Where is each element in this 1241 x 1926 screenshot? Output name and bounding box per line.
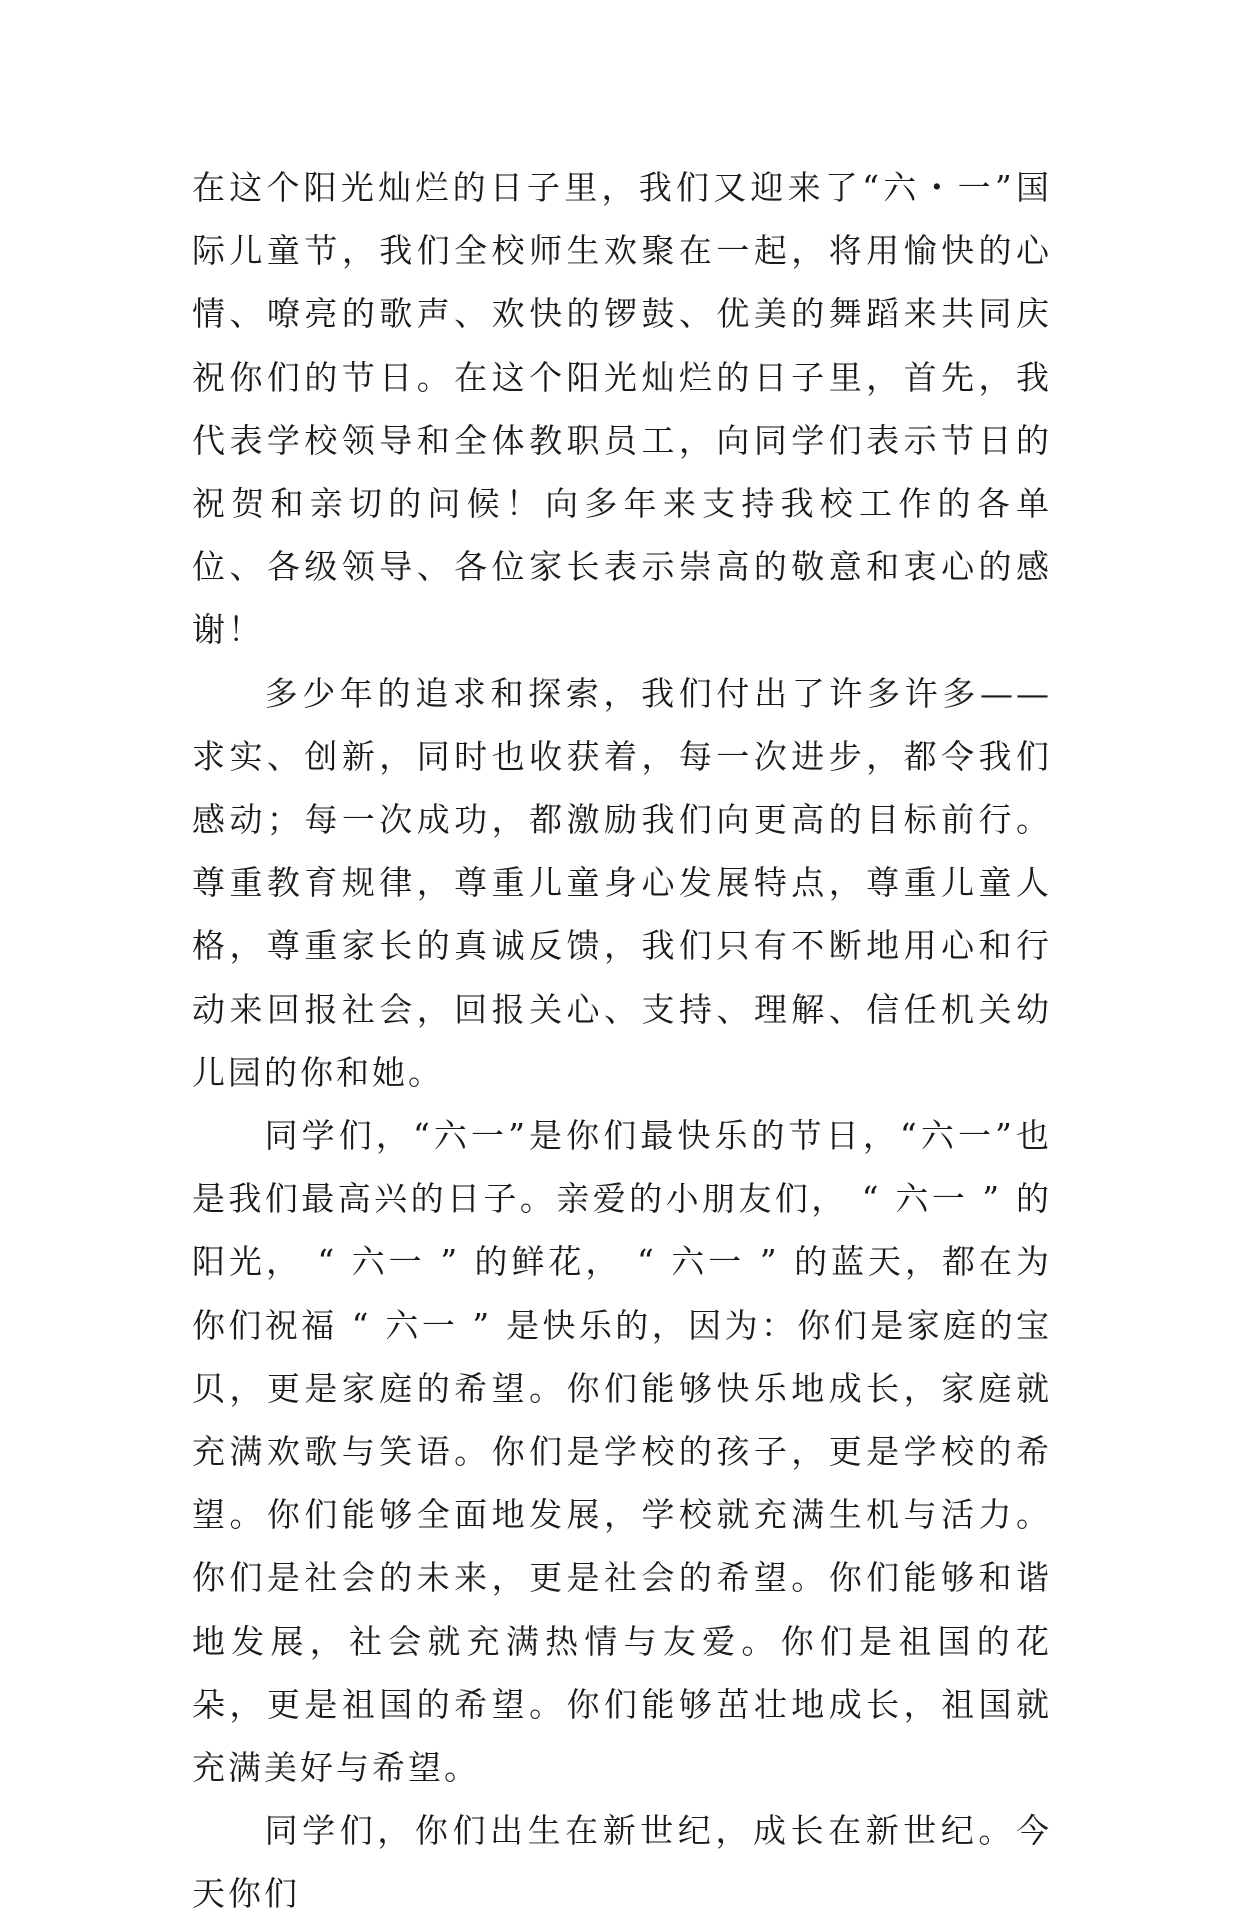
paragraph-2: 多少年的追求和探索，我们付出了许多许多——求实、创新，同时也收获着，每一次进步，都令我们感动；每一次成功，都激励我们向更高的目标前行。尊重教育规律，尊重儿童身心发展特点，尊重儿童人格，尊重家长的真诚反馈，我们只有不断地用心和行动来回报社会，回报关心、支持、理解、信任机关幼儿园的你和她。: [192, 673, 1052, 1092]
paragraph-1: 在这个阳光灿烂的日子里，我们又迎来了“六・一”国际儿童节，我们全校师生欢聚在一起，将用愉快的心情、嘹亮的歌声、欢快的锣鼓、优美的舞蹈来共同庆祝你们的节日。在这个阳光灿烂的日子里，首先，我代表学校领导和全体教职员工，向同学们表示节日的祝贺和亲切的问候！向多年来支持我校工作的各单位、各级领导、各位家长表示崇高的敬意和衷心的感谢！: [192, 168, 1052, 650]
paragraph-3: 同学们，“六一”是你们最快乐的节日，“六一”也是我们最高兴的日子。亲爱的小朋友们， “ 六一 ” 的阳光， “ 六一 ” 的鲜花， “ 六一 ” 的蓝天，都在为你们祝福 “ 六一 ” 是快乐的，因为：你们是家庭的宝贝，更是家庭的希望。你们能够快乐地成长，家庭就充满欢歌与笑语。你们是学校的孩子，更是学校的希望。你们能够全面地发展，学校就充满生机与活力。你们是社会的未来，更是社会的希望。你们能够和谐地发展，社会就充满热情与友爱。你们是祖国的花朵，更是祖国的希望。你们能够茁壮地成长，祖国就充满美好与希望。: [192, 1116, 1052, 1788]
paragraph-4: 同学们，你们出生在新世纪，成长在新世纪。今天你们: [192, 1811, 1052, 1914]
document-body: [192, 156, 1052, 1926]
